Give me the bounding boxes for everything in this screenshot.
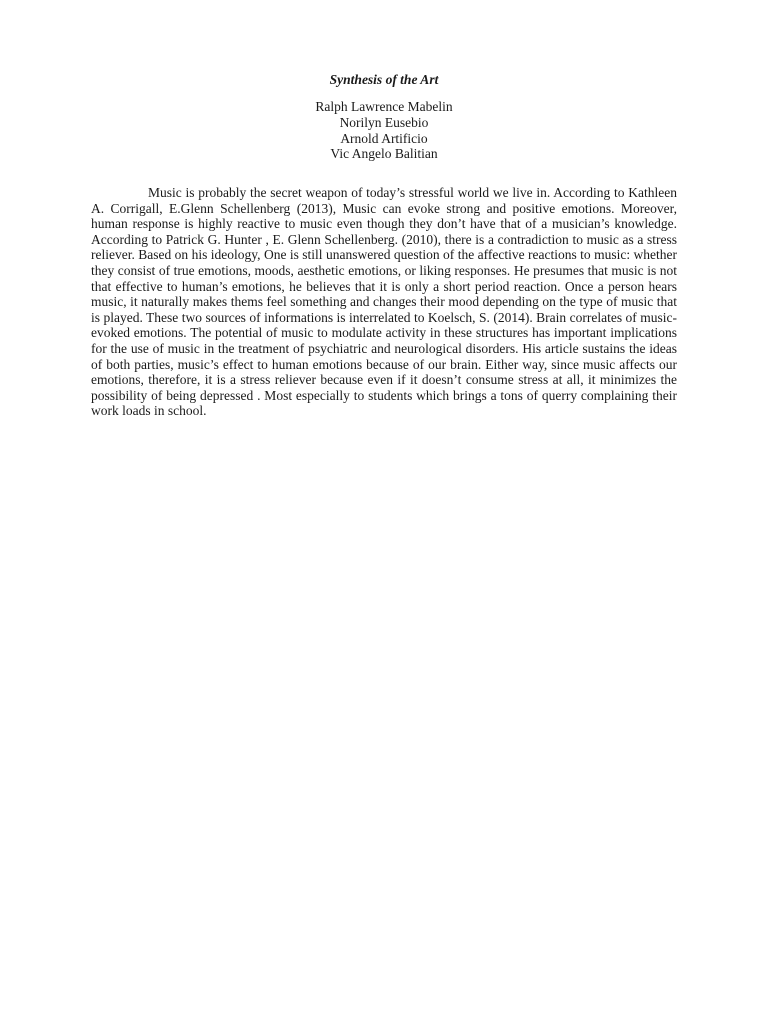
- body-paragraph: Music is probably the secret weapon of today’s stressful world we live in. According to Kathleen A. Corrigall, E.Glenn Schellenberg (2013), Music can evoke strong and positive emotions. Moreover, human response is highly reactive to music even though they don’t have that of a musician’s knowledge. According to Patrick G. Hunter , E. Glenn Schellenberg. (2010), there is a contradiction to music as a stress reliever. Based on his ideology, One is still unanswered question of the affective reactions to music: whether they consist of true emotions, moods, aesthetic emotions, or liking responses. He presumes that music is not that effective to human’s emotions, he believes that it is only a short period reaction. Once a person hears music, it naturally makes thems feel something and changes their mood depending on the type of music that is played. These two sources of informations is interrelated to Koelsch, S. (2014). Brain correlates of music-evoked emotions. The potential of music to modulate activity in these structures has important implications for the use of music in the treatment of psychiatric and neurological disorders. His article sustains the ideas of both parties, music’s effect to human emotions because of our brain. Either way, since music affects our emotions, therefore, it is a stress reliever because even if it doesn’t consume stress at all, it minimizes the possibility of being depressed . Most especially to students which brings a tons of querry complaining their work loads in school.: [91, 185, 677, 419]
- author-name: Norilyn Eusebio: [339, 114, 429, 130]
- author-list: [0, 99, 768, 162]
- author-name: Arnold Artificio: [340, 130, 428, 146]
- author-name: Vic Angelo Balitian: [330, 146, 438, 162]
- author-name: Ralph Lawrence Mabelin: [315, 99, 453, 114]
- document-title: Synthesis of the Art: [329, 72, 439, 87]
